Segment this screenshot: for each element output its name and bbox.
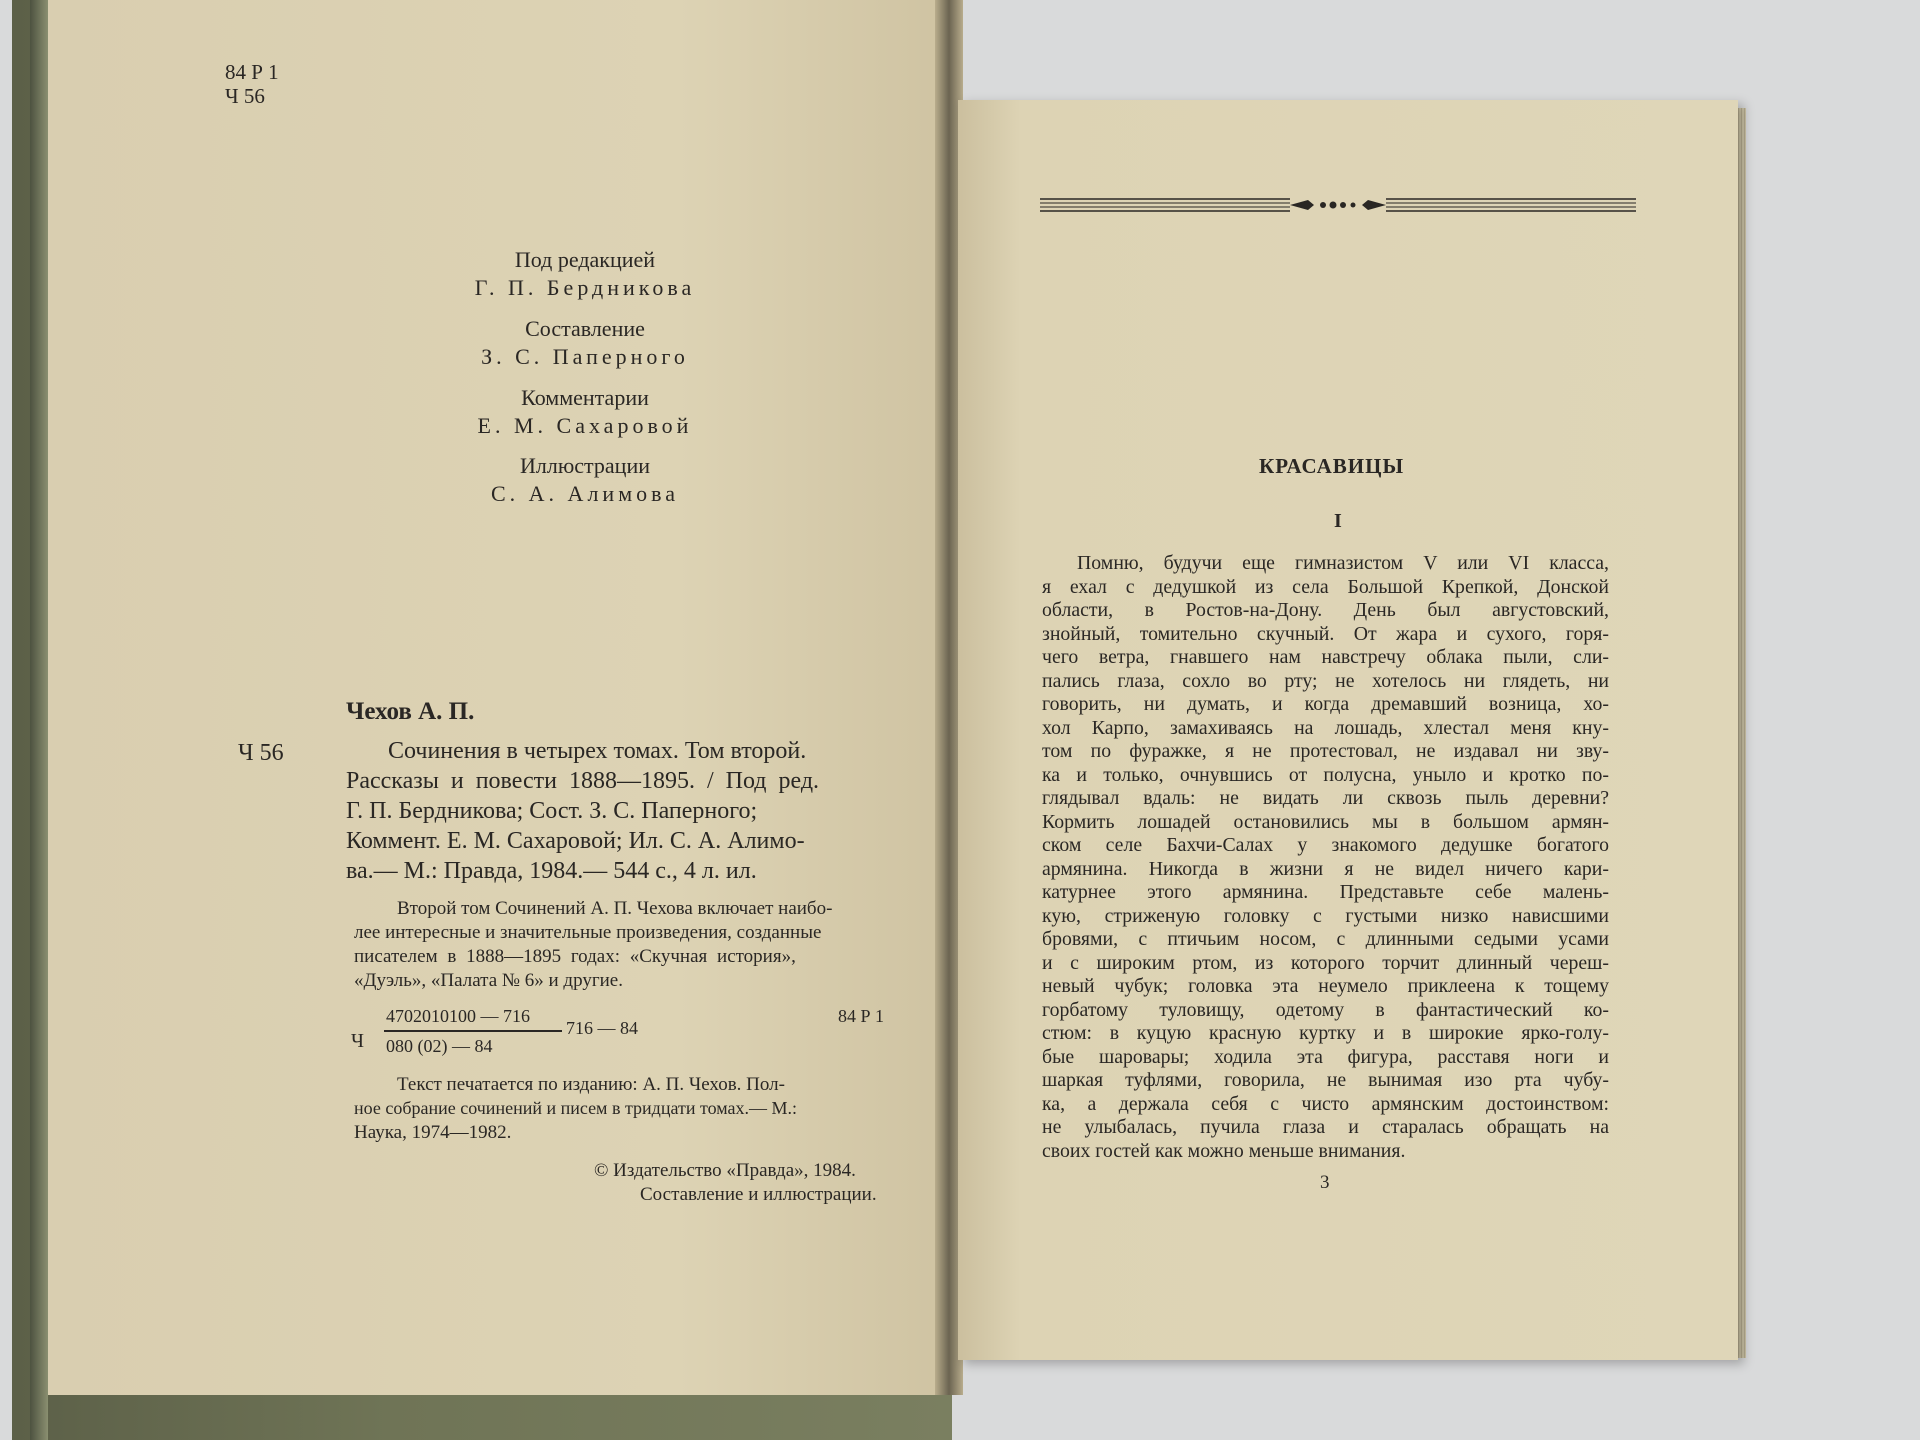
paragraph-line: катурнее этого армянина. Представьте себе малень-: [1042, 881, 1609, 903]
paragraph-line: и с широким ртом, из которого торчит длинный череш-: [1042, 951, 1609, 974]
formula-suffix: 716 — 84: [566, 1018, 638, 1038]
copyright-line: Составление и иллюстрации.: [640, 1184, 877, 1205]
paragraph-line: ском селе Бахчи-Салах у знакомого дедушке богатого: [1042, 834, 1609, 856]
credit-name: Е. М. Сахаровой: [477, 413, 693, 438]
paragraph-line: кую, стриженую головку с густыми низко нависшими: [1042, 904, 1609, 927]
paragraph-line: области, в Ростов-на-Дону. День был августовский,: [1042, 599, 1609, 621]
annotation-line: «Дуэль», «Палата № 6» и другие.: [354, 970, 623, 991]
paragraph-line: своих гостей как можно меньше внимания.: [1042, 1139, 1406, 1162]
story-title: КРАСАВИЦЫ: [1259, 454, 1405, 478]
story-paragraph: [1042, 552, 1609, 1163]
formula-letter: Ч: [351, 1030, 364, 1052]
bib-line: Рассказы и повести 1888—1895. / Под ред.: [346, 768, 820, 794]
chapter-number: I: [1334, 510, 1342, 532]
paragraph-line: не улыбалась, пучила глаза и старалась обращать на: [1042, 1116, 1609, 1138]
paragraph-line: армянина. Никогда в жизни я не видел ничего кари-: [1042, 857, 1609, 880]
paragraph-line: хол Карпо, замахиваясь на лошадь, хлестал меня кну-: [1042, 716, 1609, 739]
paragraph-line: горбатому туловищу, одетому в фантастический ко-: [1042, 998, 1609, 1021]
class-code-top: 84 Р 1: [225, 60, 279, 84]
credit-editor: [335, 247, 835, 301]
bib-line: Г. П. Бердникова; Сост. З. С. Паперного;: [346, 798, 758, 824]
bbk-code: 84 Р 1: [838, 1006, 885, 1026]
credit-commentary: [335, 385, 835, 439]
bib-line: ва.— М.: Правда, 1984.— 544 с., 4 л. ил.: [346, 858, 757, 884]
author-heading: Чехов А. П.: [346, 698, 475, 725]
paragraph-line: Помню, будучи еще гимназистом V или VI класса,: [1077, 552, 1609, 574]
cover-spine-edge: [30, 0, 48, 1440]
class-code-author-mark: Ч 56: [225, 84, 265, 108]
paragraph-line: говорить, ни думать, и когда дремавший возница, хо-: [1042, 693, 1609, 715]
ornament-divider: [1040, 193, 1636, 215]
credit-name: С. А. Алимова: [491, 481, 679, 506]
credit-role: Составление: [525, 316, 645, 341]
credit-compiler: [335, 316, 835, 370]
credit-role: Комментарии: [521, 385, 649, 410]
paragraph-line: том по фуражке, я не протестовал, не издавал ни зву-: [1042, 740, 1609, 762]
annotation-line: лее интересные и значительные произведения, созданные: [354, 922, 822, 943]
formula-fraction-bar: [384, 1030, 562, 1032]
paragraph-line: глядывал вдаль: не видать ли сквозь пыль деревни?: [1042, 787, 1609, 809]
formula-denominator: 080 (02) — 84: [386, 1036, 493, 1056]
paragraph-line: знойный, томительно скучный. От жара и сухого, горя-: [1042, 622, 1609, 645]
paragraph-line: бые шаровары; ходила эта фигура, расставя ноги и: [1042, 1045, 1609, 1068]
paragraph-line: ка и только, очнувшись от полусна, уныло и кротко по-: [1042, 763, 1609, 786]
bib-line: Коммент. Е. М. Сахаровой; Ил. С. А. Алимо-: [346, 828, 805, 854]
paragraph-line: шаркая туфлями, говорила, не вынимая изо рта чубу-: [1042, 1069, 1609, 1091]
source-line: Текст печатается по изданию: А. П. Чехов. Пол-: [397, 1074, 785, 1095]
annotation-line: писателем в 1888—1895 годах: «Скучная история»,: [354, 946, 796, 967]
paragraph-line: бровями, с птичьим носом, с длинными седыми усами: [1042, 928, 1609, 950]
credit-role: Иллюстрации: [519, 453, 650, 478]
paragraph-line: я ехал с дедушкой из села Большой Крепкой, Донской: [1042, 575, 1609, 598]
credit-name: З. С. Паперного: [481, 344, 689, 369]
source-line: Наука, 1974—1982.: [354, 1122, 512, 1143]
bib-line: Сочинения в четырех томах. Том второй.: [388, 738, 807, 764]
paragraph-line: ка, а держала себя с чисто армянским достоинством:: [1042, 1092, 1609, 1115]
paragraph-line: невый чубук; головка эта неумело приклеена к тощему: [1042, 975, 1609, 997]
credit-illustrations: [335, 453, 835, 507]
paragraph-line: стюм: в куцую красную куртку и в широкие ярко-голу-: [1042, 1022, 1609, 1044]
annotation-line: Второй том Сочинений А. П. Чехова включает наибо-: [397, 898, 833, 919]
copyright-line: © Издательство «Правда», 1984.: [594, 1160, 856, 1181]
credit-role: Под редакцией: [514, 247, 656, 272]
source-line: ное собрание сочинений и писем в тридцати томах.— М.:: [354, 1098, 798, 1118]
page-number: 3: [1320, 1172, 1330, 1193]
paragraph-line: Кормить лошадей остановились мы в большом армян-: [1042, 810, 1609, 833]
paragraph-line: пались глаза, сохло во рту; не хотелось ни глядеть, ни: [1042, 669, 1609, 692]
credit-name: Г. П. Бердникова: [474, 275, 696, 300]
formula-numerator: 4702010100 — 716: [386, 1006, 530, 1026]
paragraph-line: чего ветра, гнавшего нам навстречу облака пыли, сли-: [1042, 646, 1609, 668]
catalog-code: Ч 56: [238, 740, 284, 766]
